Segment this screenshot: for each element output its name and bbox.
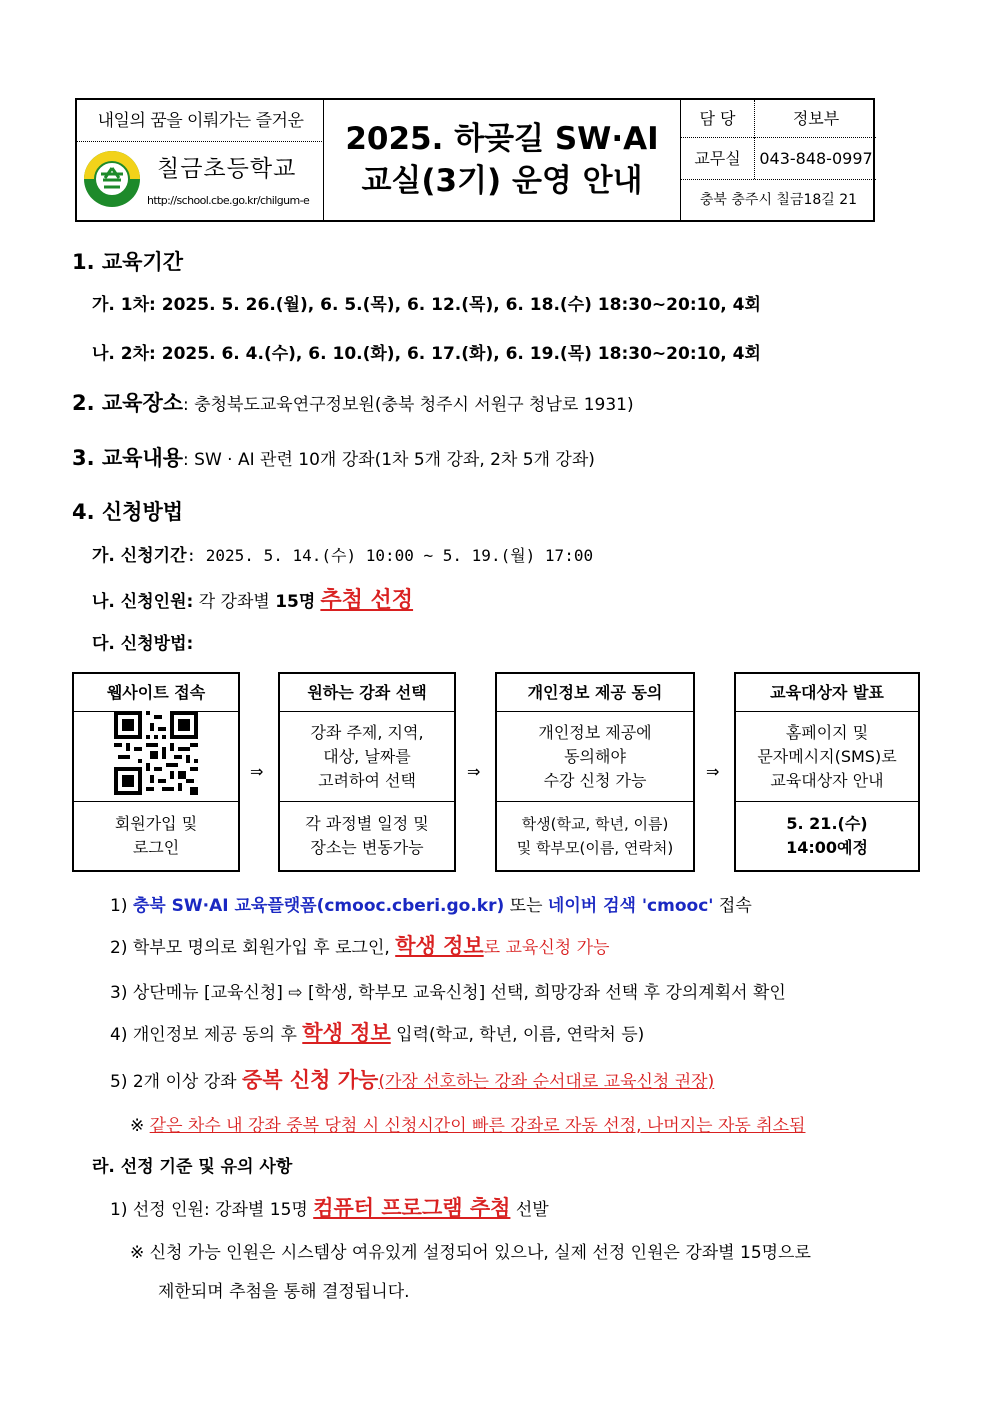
school-logo-icon — [83, 150, 141, 208]
school-info-cell — [77, 100, 324, 220]
qr-code-icon[interactable] — [114, 711, 198, 802]
criteria-1 — [110, 1192, 549, 1222]
step-text: 학부모 명의로 회원가입 후 로그인, — [132, 938, 396, 958]
school-name: 칠금초등학교 — [157, 156, 297, 182]
note-line-2: 제한되며 추첨을 통해 결정됩니다. — [158, 1282, 410, 1302]
school-address: 충북 충주시 칠금18길 21 — [699, 192, 858, 208]
flow-step-website — [72, 672, 240, 872]
step-red-text: (가장 선호하는 강좌 순서대로 교육신청 권장) — [378, 1072, 715, 1092]
apply-count-text: 각 강좌별 — [193, 592, 276, 612]
duplicate-apply-highlight: 중복 신청 가능 — [242, 1068, 379, 1092]
step-number: 1) — [110, 896, 128, 916]
apply-period-text: : 2025. 5. 14.(수) 10:00 ~ 5. 19.(월) 17:00 — [186, 546, 594, 565]
criteria-number: 1) — [110, 1200, 128, 1220]
flow-step-mid — [497, 712, 693, 802]
apply-count-number: 15명 — [275, 592, 316, 612]
student-info-highlight: 학생 정보 — [302, 1021, 391, 1045]
flow-step-announcement — [734, 672, 920, 872]
title-line-2: 교실(3기) 운영 안내 — [361, 163, 643, 199]
flow-text: 동의해야 — [564, 746, 626, 766]
section-3 — [72, 442, 595, 472]
apply-period — [92, 541, 593, 566]
flow-text: 강좌 주제, 지역, — [310, 722, 424, 742]
step-number: 5) — [110, 1072, 128, 1092]
section-2-title: 2. 교육장소 — [72, 391, 184, 415]
flow-step-mid — [280, 712, 454, 802]
flow-step-qr — [74, 712, 238, 802]
contact-office-row — [681, 138, 876, 180]
announce-time: 14:00예정 — [786, 838, 868, 857]
criteria-title: 라. 선정 기준 및 유의 사항 — [92, 1157, 293, 1177]
step-number: 3) — [110, 983, 128, 1003]
role-label: 담 당 — [681, 100, 755, 138]
section-2 — [72, 387, 634, 417]
step-text: 상단메뉴 [교육신청] ⇨ [학생, 학부모 교육신청] 선택, 희망강좌 선택 후 강의계획서 확인 — [132, 983, 786, 1003]
flow-text: 및 학부모(이름, 연락처) — [516, 839, 674, 857]
student-info-highlight: 학생 정보 — [395, 934, 484, 958]
step-text: 또는 — [504, 896, 548, 916]
criteria-text: 선정 인원: 강좌별 15명 — [132, 1200, 314, 1220]
flow-arrow-icon: ⇒ — [706, 762, 720, 781]
apply-count-label: 나. 신청인원: — [92, 592, 194, 612]
section-1-title: 1. 교육기간 — [72, 250, 184, 274]
step-text: 2개 이상 강좌 — [132, 1072, 242, 1092]
criteria-text: 선발 — [510, 1200, 549, 1220]
contact-role-row — [681, 100, 876, 138]
step-number: 4) — [110, 1025, 128, 1045]
period-round-2: 나. 2차: 2025. 6. 4.(수), 6. 10.(화), 6. 17.(화), 6. 19.(목) 18:30~20:10, 4회 — [92, 344, 761, 364]
flow-step-bottom — [280, 802, 454, 870]
flow-text: 문자메시지(SMS)로 — [757, 746, 897, 766]
flow-step-bottom — [497, 802, 693, 870]
apply-count — [92, 583, 413, 614]
step-red-text: 로 교육신청 가능 — [483, 938, 610, 958]
step-5 — [110, 1064, 714, 1094]
flow-step-bottom — [736, 802, 918, 870]
flow-step-head: 원하는 강좌 선택 — [280, 674, 454, 712]
flow-text: 회원가입 및 — [114, 814, 198, 833]
contact-cell — [680, 100, 875, 220]
step-text: 접속 — [713, 896, 752, 916]
note-mark: ※ — [130, 1243, 145, 1263]
section-2-text: : 충청북도교육연구정보원(충북 청주시 서원구 청남로 1931) — [183, 395, 634, 415]
flow-text: 고려하여 선택 — [318, 770, 416, 790]
flow-text: 교육대상자 안내 — [770, 770, 884, 790]
flow-step-select-course — [278, 672, 456, 872]
flow-arrow-icon: ⇒ — [250, 762, 264, 781]
flow-text: 장소는 변동가능 — [310, 838, 424, 857]
step-text: 입력(학교, 학년, 이름, 연락처 등) — [390, 1025, 645, 1045]
step-note — [130, 1111, 805, 1136]
flow-arrow-icon: ⇒ — [467, 762, 481, 781]
flow-step-head: 개인정보 제공 동의 — [497, 674, 693, 712]
period-round-1: 가. 1차: 2025. 5. 26.(월), 6. 5.(목), 6. 12.(목), 6. 18.(수) 18:30~20:10, 4회 — [92, 295, 761, 315]
step-2 — [110, 930, 609, 960]
section-3-title: 3. 교육내용 — [72, 446, 184, 470]
flow-step-bottom — [74, 802, 238, 870]
naver-search-hint: 네이버 검색 'cmooc' — [547, 896, 714, 916]
flow-step-privacy-consent — [495, 672, 695, 872]
role-value: 정보부 — [792, 109, 840, 128]
note-mark: ※ — [130, 1116, 145, 1136]
section-4-title: 4. 신청방법 — [72, 500, 184, 524]
step-3 — [110, 978, 786, 1003]
office-label: 교무실 — [681, 138, 755, 179]
step-text: 개인정보 제공 동의 후 — [132, 1025, 303, 1045]
school-url[interactable]: http://school.cbe.go.kr/chilgum-e — [147, 194, 310, 207]
step-4 — [110, 1017, 644, 1047]
note-line-1: 신청 가능 인원은 시스템상 여유있게 설정되어 있으나, 실제 선정 인원은 강좌별 15명으로 — [149, 1243, 811, 1263]
apply-period-label: 가. 신청기간 — [92, 546, 187, 566]
computer-lottery-highlight: 컴퓨터 프로그램 추첨 — [313, 1196, 511, 1220]
flow-step-head: 교육대상자 발표 — [736, 674, 918, 712]
note-text: 같은 차수 내 강좌 중복 당첨 시 신청시간이 빠른 강좌로 자동 선정, 나머지는 자동 취소됨 — [149, 1116, 806, 1136]
school-slogan: 내일의 꿈을 이뤄가는 즐거운 — [77, 100, 324, 142]
step-1 — [110, 891, 752, 916]
flow-text: 홈페이지 및 — [785, 722, 869, 742]
flow-text: 수강 신청 가능 — [543, 770, 647, 790]
flow-text: 로그인 — [132, 838, 180, 857]
document-title — [325, 100, 679, 220]
flow-step-head: 웹사이트 접속 — [74, 674, 238, 712]
platform-link[interactable]: 충북 SW·AI 교육플랫폼(cmooc.cberi.go.kr) — [132, 896, 505, 916]
apply-method-label: 다. 신청방법: — [92, 634, 194, 654]
announce-date: 5. 21.(수) — [786, 814, 868, 833]
flow-text: 대상, 날짜를 — [323, 746, 411, 766]
criteria-note — [130, 1238, 811, 1263]
step-number: 2) — [110, 938, 128, 958]
flow-text: 각 과정별 일정 및 — [305, 814, 429, 833]
section-3-text: : SW · AI 관련 10개 강좌(1차 5개 강좌, 2차 5개 강좌) — [183, 450, 595, 470]
lottery-highlight: 추첨 선정 — [320, 588, 414, 613]
title-line-1: 2025. 하곶길 SW·AI — [345, 121, 659, 157]
flow-text: 학생(학교, 학년, 이름) — [521, 815, 669, 833]
flow-text: 개인정보 제공에 — [538, 722, 652, 742]
office-phone: 043-848-0997 — [759, 149, 873, 168]
document-header — [75, 98, 875, 222]
flow-step-mid — [736, 712, 918, 802]
